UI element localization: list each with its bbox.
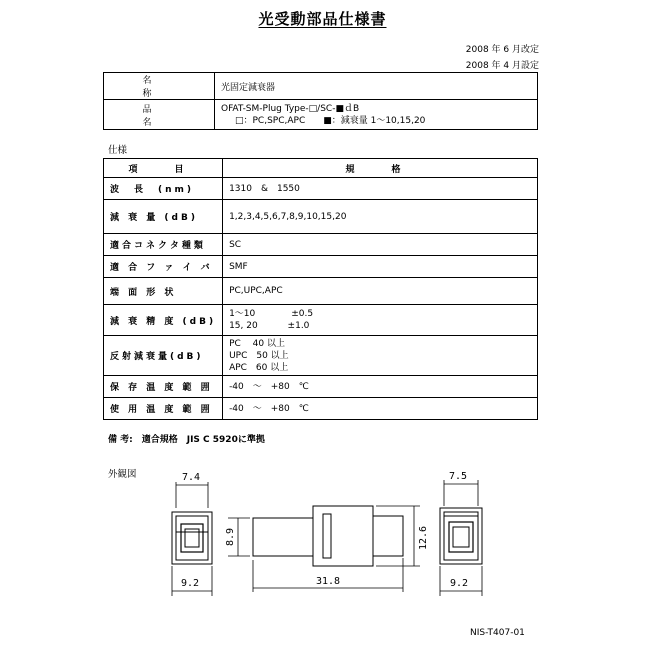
note: 備 考: 適合規格 JIS C 5920に準拠: [108, 435, 265, 445]
row-fiber-value: SMF: [223, 256, 538, 278]
row-storage-temp-value: -40 ～ +80 ℃: [223, 376, 538, 398]
figure-label: 外観図: [108, 469, 137, 480]
row-connector-value: SC: [223, 234, 538, 256]
row-endface-value: PC,UPC,APC: [223, 278, 538, 305]
dim-right-top: 7.5: [449, 471, 468, 482]
dim-length: 31.8: [316, 576, 341, 587]
row-wavelength-value: 1310 & 1550: [223, 178, 538, 200]
row-connector-label: 適合コネクタ種類: [104, 234, 223, 256]
row-endface-label: 端 面 形 状: [104, 278, 223, 305]
dim-left-top: 7.4: [182, 472, 201, 483]
part-label: 品 名: [104, 100, 215, 130]
row-attenuation-value: 1,2,3,4,5,6,7,8,9,10,15,20: [223, 200, 538, 234]
left-front-view: [172, 512, 212, 564]
row-operating-temp-value: -40 ～ +80 ℃: [223, 398, 538, 420]
row-return-loss-value: PC 40 以上 UPC 50 以上 APC 60 以上: [223, 336, 538, 376]
side-view: [253, 506, 403, 566]
name-label: 名 称: [104, 73, 215, 100]
name-value: 光固定減衰器: [215, 73, 538, 100]
revision-date: 2008 年 6 月改定: [465, 45, 539, 55]
row-fiber-label: 適 合 フ ァ イ バ: [104, 256, 223, 278]
row-wavelength-label: 波 長 (nm): [104, 178, 223, 200]
part-value-line1: OFAT-SM-Plug Type-□/SC-■ｄB: [221, 103, 360, 114]
dim-height-small: 8.9: [225, 527, 236, 546]
row-return-loss-label: 反射減衰量(dB): [104, 336, 223, 376]
row-storage-temp-label: 保 存 温 度 範 囲: [104, 376, 223, 398]
spec-section-label: 仕様: [108, 145, 128, 156]
part-value-line2: □：PC,SPC,APC ■：減衰量 1～10,15,20: [235, 115, 426, 126]
document-code: NIS-T407-01: [470, 628, 525, 638]
col-item-header: 項 目: [104, 159, 223, 178]
document-title: 光受動部品仕様書: [258, 10, 387, 28]
dim-right-bottom: 9.2: [450, 578, 469, 589]
dim-left-bottom: 9.2: [181, 578, 200, 589]
row-operating-temp-label: 使 用 温 度 範 囲: [104, 398, 223, 420]
row-accuracy-label: 減 衰 精 度 (dB): [104, 305, 223, 336]
established-date: 2008 年 4 月設定: [465, 61, 539, 71]
col-spec-header: 規 格: [223, 159, 538, 178]
row-attenuation-label: 減 衰 量 (dB): [104, 200, 223, 234]
right-front-view: [440, 508, 482, 564]
row-accuracy-value: 1～10 ±0.5 15, 20 ±1.0: [223, 305, 538, 336]
dim-height-large: 12.6: [418, 525, 429, 550]
